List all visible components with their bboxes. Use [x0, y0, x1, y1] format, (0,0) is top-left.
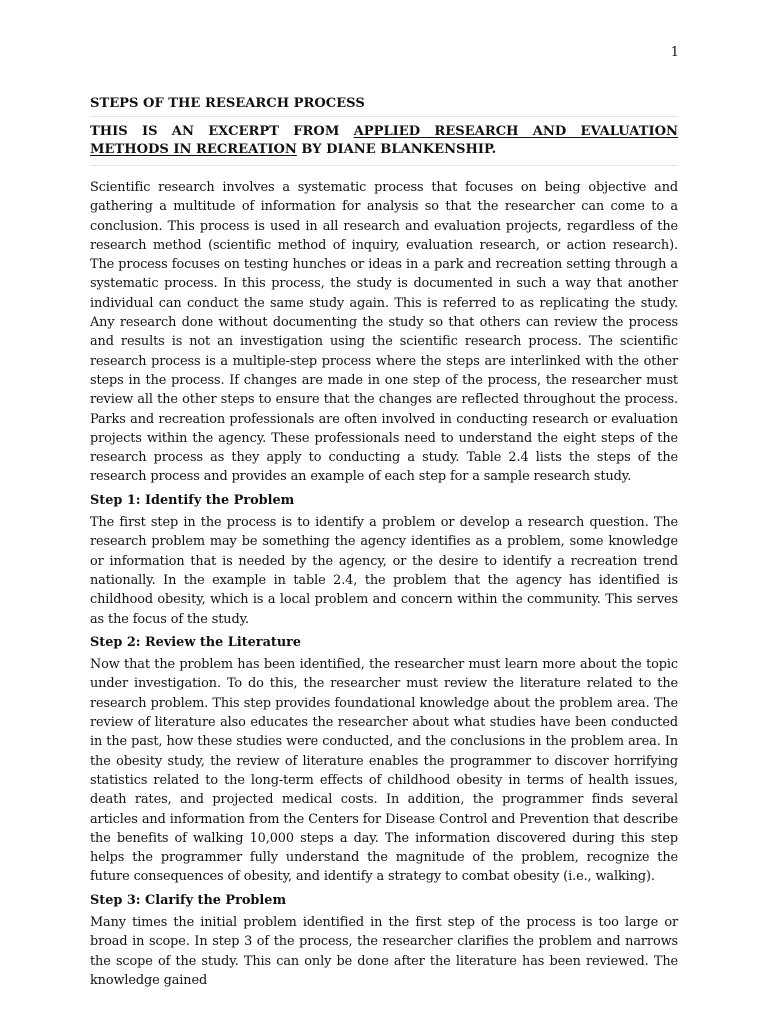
step-1-paragraph: The first step in the process is to identify a problem or develop a research question. The research problem may be something the agency identifies as a problem, some knowledge or information that is needed by the agency, or the desire to identify a recreation trend nationally. In the example in table 2.4, the problem that the agency has identified is childhood obesity, which is a local problem and concern within the community. This serves as the focus of the study.	[90, 515, 678, 627]
title-divider	[90, 116, 678, 117]
document-body	[90, 94, 678, 990]
document-title: STEPS OF THE RESEARCH PROCESS	[90, 96, 365, 111]
excerpt-notice	[90, 123, 678, 159]
excerpt-divider	[90, 165, 678, 166]
step-3-paragraph: Many times the initial problem identified in the first step of the process is too large or broad in scope. In step 3 of the process, the researcher clarifies the problem and narrows the scope of the study. This can only be done after the literature has been reviewed. The knowledge gained	[90, 914, 678, 988]
intro-paragraph: Scientific research involves a systematic process that focuses on being objective and gathering a multitude of information for analysis so that the researcher can come to a conclusion. This process is used in all research and evaluation projects, regardless of the research method (scientific method of inquiry, evaluation research, or action research). The process focuses on testing hunches or ideas in a park and recreation setting through a systematic process. In this process, the study is documented in such a way that another individual can conduct the same study again. This is referred to as replicating the study. Any research done without documenting the study so that others can review the process and results is not an investigation using the scientific research process. The scientific research process is a multiple-step process where the steps are interlinked with the other steps in the process. If changes are made in one step of the process, the researcher must review all the other steps to ensure that the changes are reflected throughout the process. Parks and recreation professionals are often involved in conducting research or evaluation projects within the agency. These professionals need to understand the eight steps of the research process as they apply to conducting a study. Table 2.4 lists the steps of the research process and provides an example of each step for a sample research study.	[90, 180, 678, 485]
book-title: APPLIED RESEARCH AND EVALUATION METHODS IN RECREATION	[90, 124, 678, 157]
excerpt-author: BY DIANE BLANKENSHIP.	[296, 142, 497, 157]
step-2-paragraph: Now that the problem has been identified, the researcher must learn more about the topic under investigation. To do this, the researcher must review the literature related to the research problem. This step provides foundational knowledge about the problem area. The review of literature also educates the researcher about what studies have been conducted in the past, how these studies were conducted, and the conclusions in the problem area. In the obesity study, the review of literature enables the programmer to discover horrifying statistics related to the long-term effects of childhood obesity in terms of health issues, death rates, and projected medical costs. In addition, the programmer finds several articles and information from the Centers for Disease Control and Prevention that describe the benefits of walking 10,000 steps a day. The information discovered during this step helps the programmer fully understand the magnitude of the problem, recognize the future consequences of obesity, and identify a strategy to combat obesity (i.e., walking).	[90, 657, 678, 885]
step-1-heading: Step 1: Identify the Problem	[90, 492, 295, 508]
page-number: 1	[670, 45, 679, 60]
step-2-heading: Step 2: Review the Literature	[90, 634, 302, 650]
step-3-heading: Step 3: Clarify the Problem	[90, 892, 287, 908]
excerpt-prefix: THIS IS AN EXCERPT FROM	[90, 124, 354, 139]
